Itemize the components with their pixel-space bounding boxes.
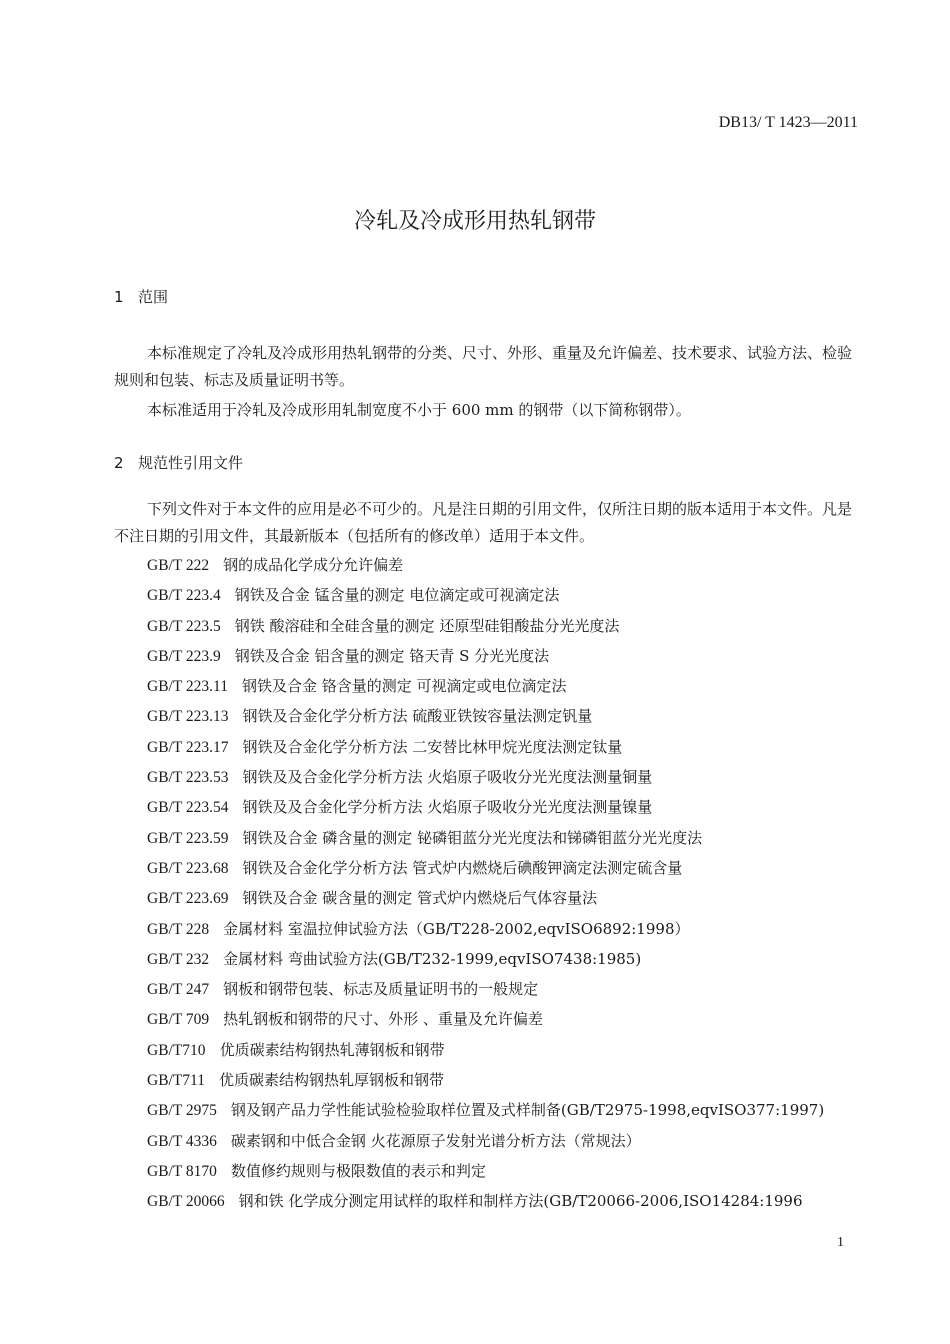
reference-item: [147, 641, 877, 671]
reference-code: GB/T 223.69: [147, 890, 229, 908]
reference-title: 钢和铁 化学成分测定用试样的取样和制样方法(GB/T20066-2006,ISO14284:1996: [238, 1192, 803, 1211]
reference-title: 优质碳素结构钢热轧薄钢板和钢带: [219, 1040, 445, 1059]
reference-code: GB/T710: [147, 1041, 206, 1059]
reference-title: 热轧钢板和钢带的尺寸、外形 、重量及允许偏差: [223, 1010, 543, 1029]
reference-list: [147, 550, 877, 1217]
reference-title: 钢铁及合金 碳含量的测定 管式炉内燃烧后气体容量法: [242, 889, 598, 908]
reference-code: GB/T 222: [147, 557, 210, 574]
reference-title: 钢铁及合金化学分析方法 硫酸亚铁铵容量法测定钒量: [242, 707, 593, 726]
scope-paragraph: 本标准规定了冷轧及冷成形用热轧钢带的分类、尺寸、外形、重量及允许偏差、技术要求、试验方法、检验规则和包装、标志及质量证明书等。: [114, 344, 853, 389]
reference-title: 钢及钢产品力学性能试验检验取样位置及式样制备(GB/T2975-1998,eqvISO377:1997): [230, 1101, 825, 1120]
reference-title: 钢铁及合金化学分析方法 二安替比林甲烷光度法测定钛量: [242, 737, 623, 756]
reference-item: [147, 944, 877, 974]
reference-code: GB/T 20066: [147, 1193, 225, 1211]
reference-code: GB/T 2975: [147, 1102, 217, 1120]
reference-item: [147, 732, 877, 762]
section-title: 范围: [138, 288, 169, 306]
reference-item: [147, 1156, 877, 1186]
reference-item: [147, 550, 877, 580]
reference-code: GB/T711: [147, 1072, 205, 1090]
reference-item: [147, 611, 877, 641]
reference-code: GB/T 223.4: [147, 587, 221, 605]
reference-code: GB/T 247: [147, 981, 210, 999]
reference-code: GB/T 223.9: [147, 647, 221, 665]
reference-item: [147, 1065, 877, 1095]
scope-paragraph: 本标准适用于冷轧及冷成形用轧制宽度不小于 600 mm 的钢带（以下简称钢带）。: [147, 401, 691, 419]
reference-title: 钢的成品化学成分允许偏差: [223, 556, 404, 574]
reference-title: 优质碳素结构钢热轧厚钢板和钢带: [218, 1071, 444, 1090]
reference-item: [147, 701, 877, 731]
reference-item: [147, 1095, 877, 1125]
reference-title: 钢铁及合金 磷含量的测定 铋磷钼蓝分光光度法和锑磷钼蓝分光光度法: [242, 828, 703, 847]
reference-code: GB/T 223.54: [147, 799, 229, 817]
reference-title: 钢板和钢带包装、标志及质量证明书的一般规定: [223, 980, 539, 999]
reference-title: 钢铁及合金 锰含量的测定 电位滴定或可视滴定法: [234, 586, 560, 605]
reference-item: [147, 792, 877, 822]
reference-code: GB/T 223.17: [147, 738, 229, 756]
reference-code: GB/T 4336: [147, 1132, 217, 1150]
reference-item: [147, 823, 877, 853]
section-number: 1: [114, 288, 124, 306]
reference-code: GB/T 223.13: [147, 708, 229, 726]
reference-title: 数值修约规则与极限数值的表示和判定: [230, 1161, 486, 1180]
reference-code: GB/T 223.5: [147, 617, 221, 635]
section-heading-normative-references: [114, 452, 243, 473]
section-heading-scope: [114, 286, 168, 307]
reference-item: [147, 1186, 877, 1216]
reference-item: [147, 914, 877, 944]
page-number: 1: [837, 1235, 844, 1250]
reference-title: 金属材料 弯曲试验方法(GB/T232-1999,eqvISO7438:1985): [223, 949, 642, 968]
reference-code: GB/T 709: [147, 1011, 210, 1029]
section-number: 2: [114, 454, 124, 472]
reference-title: 钢铁及及合金化学分析方法 火焰原子吸收分光光度法测量镍量: [242, 798, 653, 817]
section-title: 规范性引用文件: [138, 454, 244, 472]
reference-code: GB/T 228: [147, 920, 210, 938]
reference-item: [147, 1035, 877, 1065]
reference-code: GB/T 8170: [147, 1162, 217, 1180]
reference-title: 钢铁及合金化学分析方法 管式炉内燃烧后碘酸钾滴定法测定硫含量: [242, 858, 683, 877]
reference-item: [147, 883, 877, 913]
reference-title: 钢铁 酸溶硅和全硅含量的测定 还原型硅钼酸盐分光光度法: [234, 616, 620, 635]
reference-title: 钢铁及合金 铬含量的测定 可视滴定或电位滴定法: [241, 677, 567, 696]
reference-title: 钢铁及及合金化学分析方法 火焰原子吸收分光光度法测量铜量: [242, 768, 653, 787]
reference-item: [147, 1004, 877, 1034]
reference-code: GB/T 223.53: [147, 769, 229, 787]
reference-title: 金属材料 室温拉伸试验方法（GB/T228-2002,eqvISO6892:1998）: [223, 919, 690, 938]
reference-item: [147, 974, 877, 1004]
document-title: 冷轧及冷成形用热轧钢带: [353, 209, 596, 234]
reference-item: [147, 671, 877, 701]
reference-item: [147, 853, 877, 883]
reference-code: GB/T 223.68: [147, 859, 229, 877]
reference-code: GB/T 232: [147, 950, 210, 968]
document-code: DB13/ T 1423—2011: [718, 114, 858, 131]
reference-title: 钢铁及合金 铝含量的测定 铬天青 S 分光光度法: [234, 646, 550, 665]
references-intro-paragraph: 下列文件对于本文件的应用是必不可少的。凡是注日期的引用文件，仅所注日期的版本适用于本文件。凡是不注日期的引用文件，其最新版本（包括所有的修改单）适用于本文件。: [114, 500, 853, 545]
reference-title: 碳素钢和中低合金钢 火花源原子发射光谱分析方法（常规法）: [230, 1131, 641, 1150]
reference-code: GB/T 223.11: [147, 678, 228, 696]
reference-code: GB/T 223.59: [147, 829, 229, 847]
reference-item: [147, 580, 877, 610]
reference-item: [147, 762, 877, 792]
reference-item: [147, 1126, 877, 1156]
